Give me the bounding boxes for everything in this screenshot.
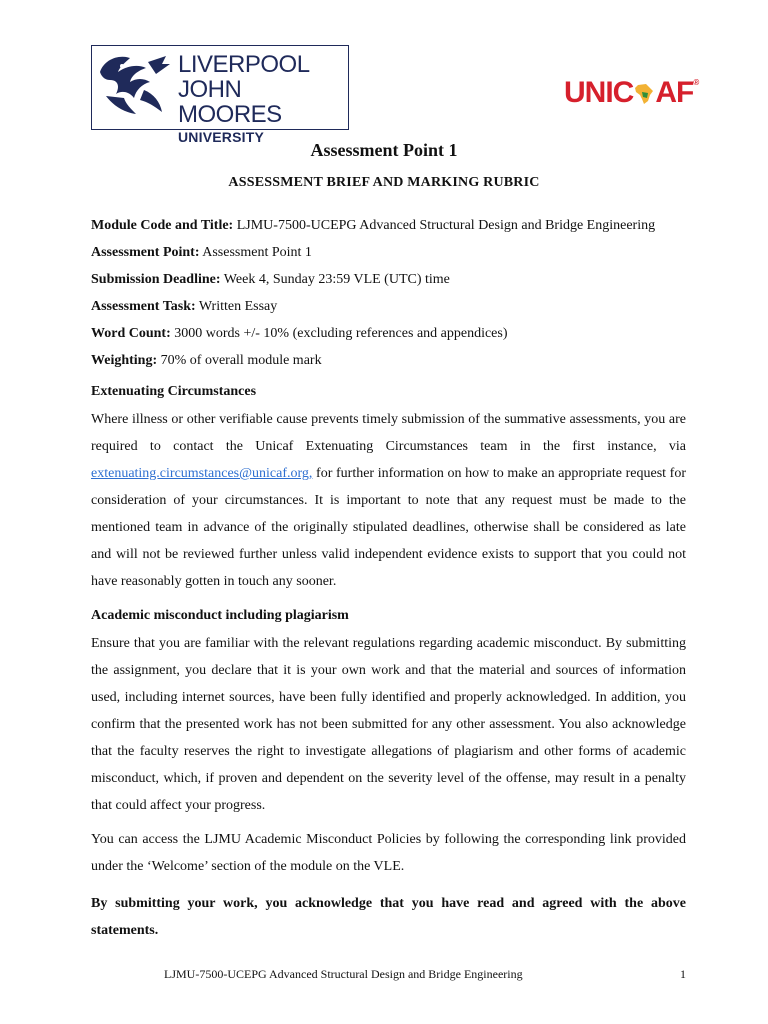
extenuating-text-2: for further information on how to make an appropriate request for consideration of your circumstances. It is important to note that any request must be made to the mentioned team in advance of the originally stipulated deadlines, otherwise shall be considered as late and will not be reviewed further unless valid independent evidence exists to support that you could not have reasonably gotten in touch any sooner. [91,466,686,589]
registered-mark: ® [693,78,699,87]
extenuating-text-1: Where illness or other verifiable cause prevents timely submission of the summative assessments, you are required to contact the Unicaf Extenuating Circumstances team in the first instance, via [91,412,686,454]
extenuating-email-link[interactable]: extenuating.circumstances@unicaf.org, [91,466,313,481]
field-weighting [91,347,711,374]
field-value: Written Essay [198,299,278,314]
field-assessment-task [91,293,711,320]
field-label: Weighting: [91,353,158,368]
extenuating-heading: Extenuating Circumstances [91,384,257,399]
unicaf-logo-part2: AF [655,76,694,109]
footer-module-title: LJMU-7500-UCEPG Advanced Structural Design and Bridge Engineering [164,967,523,981]
field-word-count [91,320,711,347]
field-value: LJMU-7500-UCEPG Advanced Structural Design and Bridge Engineering [236,218,656,233]
misconduct-paragraph-1: Ensure that you are familiar with the relevant regulations regarding academic misconduct. By submitting the assignment, you declare that it is your own work and that the material and sources of information used, including internet sources, have been fully identified and properly acknowledged. In addition, you confirm that the presented work has not been submitted for any other assessment. You also acknowledge that the faculty reserves the right to investigate allegations of plagiarism and other forms of academic misconduct, which, if proven and dependent on the severity level of the offense, may result in a penalty that could affect your progress. [91,636,686,813]
misconduct-paragraph-2: You can access the LJMU Academic Misconduct Policies by following the corresponding link provided under the ‘Welcome’ section of the module on the VLE. [91,832,686,874]
page-subtitle: ASSESSMENT BRIEF AND MARKING RUBRIC [228,175,540,190]
ljmu-logo [91,45,349,145]
unicaf-logo-part1: UNIC [564,76,634,109]
misconduct-heading: Academic misconduct including plagiarism [91,608,349,623]
page-title: Assessment Point 1 [310,140,458,160]
page-number: 1 [680,967,686,981]
acknowledgement-statement: By submitting your work, you acknowledge that you have read and agreed with the above statements. [91,896,686,938]
field-module-code [91,212,711,239]
field-label: Assessment Task: [91,299,196,314]
field-value: Assessment Point 1 [202,245,312,260]
field-label: Assessment Point: [91,245,200,260]
unicaf-logo [564,76,698,110]
logo-line-liverpool: LIVERPOOL [178,51,310,78]
field-label: Submission Deadline: [91,272,221,287]
logo-line-university: UNIVERSITY [178,129,265,145]
field-submission-deadline [91,266,711,293]
assessment-fields [91,212,711,374]
logo-line-john-moores: JOHN MOORES [178,76,282,128]
field-label: Word Count: [91,326,171,341]
field-value: Week 4, Sunday 23:59 VLE (UTC) time [223,272,450,287]
extenuating-paragraph [91,406,686,595]
field-assessment-point [91,239,711,266]
field-value: 3000 words +/- 10% (excluding references and appendices) [174,326,508,341]
liver-bird-icon [96,52,174,124]
field-value: 70% of overall module mark [160,353,322,368]
field-label: Module Code and Title: [91,218,234,233]
africa-map-icon [634,83,654,105]
